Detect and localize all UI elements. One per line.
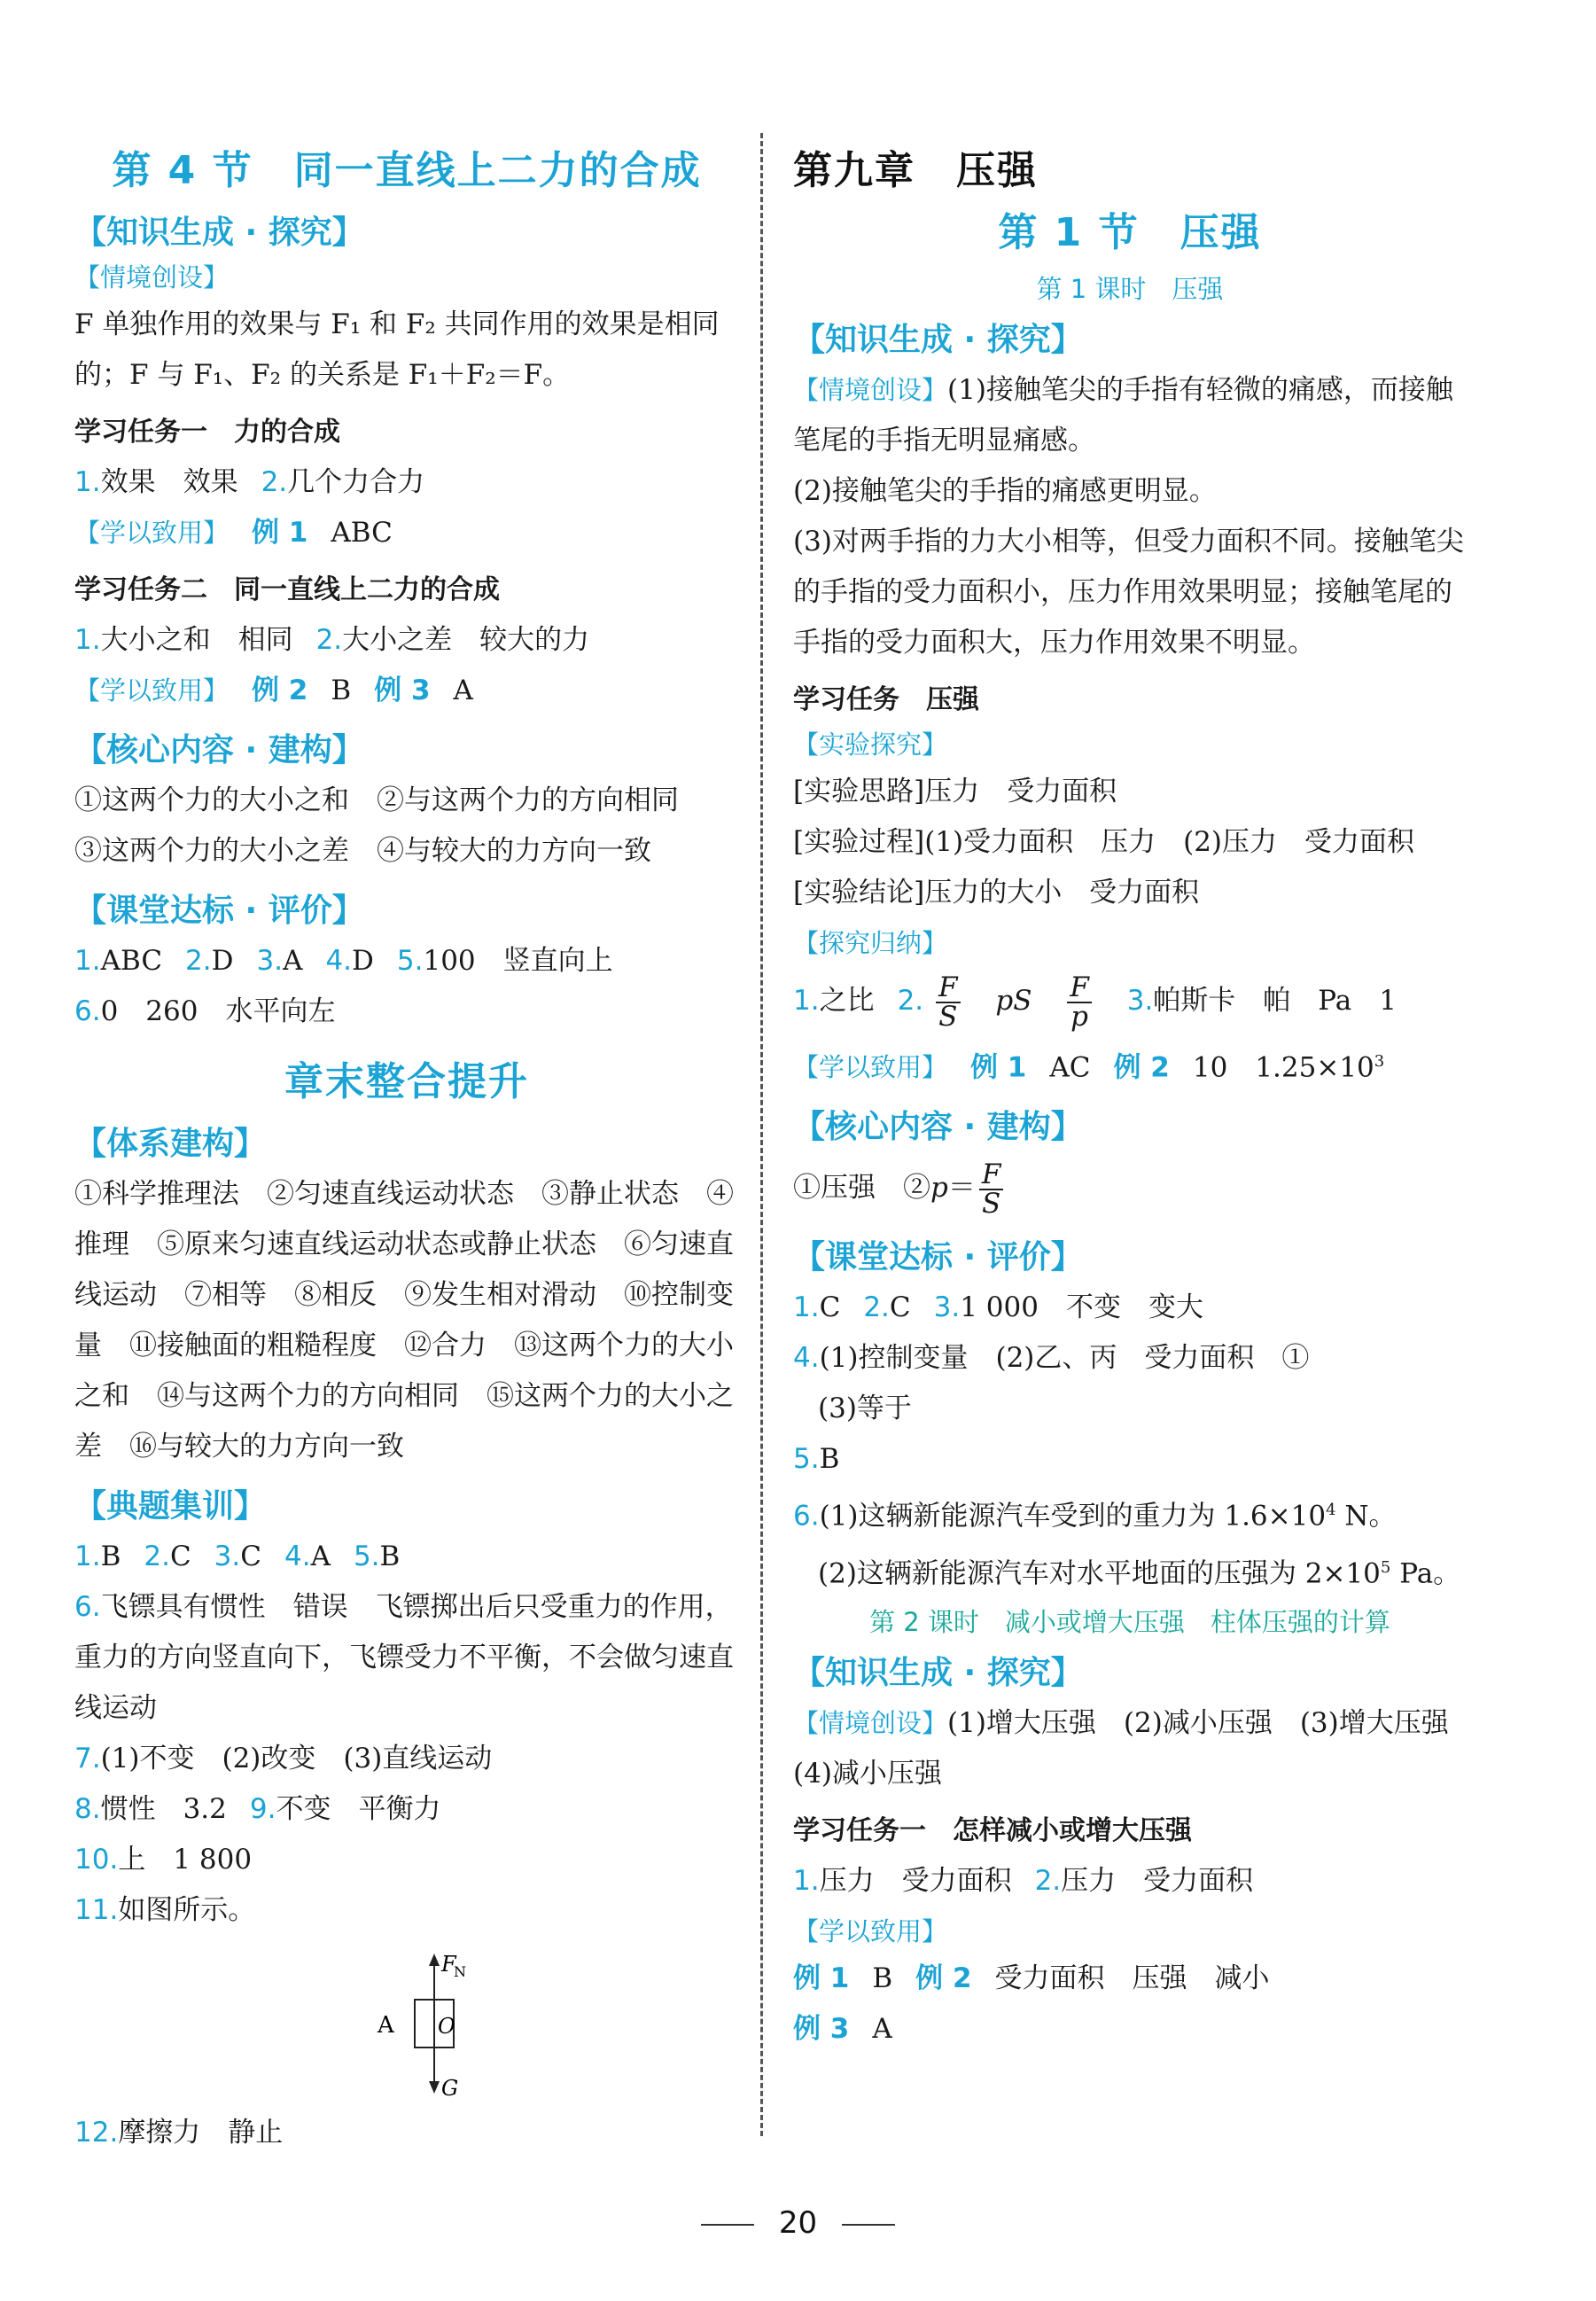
fn-arrowhead <box>429 1954 440 1966</box>
right-column <box>793 133 1476 2055</box>
tag-experiment: 【实验探究】 <box>793 729 948 760</box>
situation-3: (3)对两手指的力大小相等，但受力面积不同。接触笔尖的手指的受力面积小，压力作用效果明显；接触笔尾的手指的受力面积大，压力作用效果不明显。 <box>793 526 1464 659</box>
label-fn: F <box>441 1952 456 1977</box>
section-title: 第 4 节 同一直线上二力的合成 <box>112 148 702 193</box>
typical-7: 7.(1)不变 (2)改变 (3)直线运动 <box>74 1743 493 1774</box>
label-o: O <box>438 2014 455 2039</box>
lesson-2-title: 第 2 课时 减小或增大压强 柱体压强的计算 <box>869 1606 1390 1637</box>
typical-line-1: 1.B 2.C 3.C 4.A 5.B <box>74 1540 401 1572</box>
band-class: 【课堂达标 · 评价】 <box>793 1239 1083 1276</box>
chapter-title: 第九章 压强 <box>793 148 1038 193</box>
task2-heading: 学习任务二 同一直线上二力的合成 <box>74 574 500 605</box>
typical-11: 11.如图所示。 <box>74 1894 256 1926</box>
label-g: G <box>441 2076 459 2099</box>
experiment-conclusion: [实验结论]压力的大小 受力面积 <box>793 877 1200 909</box>
label-fn-sub: N <box>454 1963 466 1980</box>
typical-8-9: 8.惯性 3.2 9.不变 平衡力 <box>74 1793 441 1825</box>
left-column <box>74 133 739 2158</box>
band-core: 【核心内容 · 建构】 <box>74 732 364 768</box>
class-line-6a: 6.(1)这辆新能源汽车受到的重力为 $1.6\times 10^4$ N。 <box>793 1500 1397 1533</box>
label-a: A <box>378 2012 394 2039</box>
situation-2: (2)接触笔尖的手指的痛感更明显。 <box>793 475 1217 507</box>
experiment-process: [实验过程](1)受力面积 压力 (2)压力 受力面积 <box>793 826 1415 858</box>
tag-situation: 【情境创设】 <box>74 262 230 292</box>
band-knowledge-2: 【知识生成 · 探究】 <box>793 1654 1083 1691</box>
typical-6: 6.飞镖具有惯性 错误 飞镖掷出后只受重力的作用，重力的方向竖直向下，飞镖受力不平衡，不会做匀速直线运动 <box>74 1591 734 1724</box>
chapter-review-title: 章末整合提升 <box>284 1059 529 1104</box>
task1-heading: 学习任务一 怎样减小或增大压强 <box>793 1814 1192 1846</box>
class-line-1: 1.C 2.C 3.1 000 不变 变大 <box>793 1291 1203 1324</box>
task2-answers: 1.大小之和 相同 2.大小之差 较大的力 <box>74 624 590 656</box>
typical-10: 10.上 1 800 <box>74 1844 253 1876</box>
typical-12: 12.摩擦力 静止 <box>74 2117 284 2149</box>
page-number-dash-left <box>701 2224 754 2226</box>
page-number-dash-right <box>842 2224 895 2226</box>
class-line-6b: (2)这辆新能源汽车对水平地面的压强为 $2\times 10^5$ Pa。 <box>818 1556 1461 1589</box>
system-text: ①科学推理法 ②匀速直线运动状态 ③静止状态 ④推理 ⑤原来匀速直线运动状态或静止状态 ⑥匀速直线运动 ⑦相等 ⑧相反 ⑨发生相对滑动 ⑩控制变量 ⑪接触面的粗糙程度 ⑫合力 ⑬这两个力的大小之和 ⑭与这两个力的方向相同 ⑮这两个力的大小之差 ⑯与较大的力方向一致 <box>74 1178 734 1462</box>
force-diagram <box>74 1948 739 2099</box>
class-line-1: 1.ABC 2.D 3.A 4.D 5.100 竖直向上 <box>74 945 613 977</box>
apply-1: 【学以致用】 例 1 ABC <box>74 517 393 549</box>
apply-2-line-2: 例 3 A <box>793 2012 892 2045</box>
core-line-1: ①这两个力的大小之和 ②与这两个力的方向相同 <box>74 784 679 816</box>
core-line-2: ③这两个力的大小之差 ④与较大的力方向一致 <box>74 835 651 867</box>
g-arrowhead <box>429 2081 440 2094</box>
situation-text: F 单独作用的效果与 F₁ 和 F₂ 共同作用的效果是相同的；F 与 F₁、F₂ 的关系是 F₁＋F₂＝F。 <box>74 308 720 391</box>
band-knowledge: 【知识生成 · 探究】 <box>793 322 1083 358</box>
task1-heading: 学习任务一 力的合成 <box>74 417 340 448</box>
section-title: 第 1 节 压强 <box>998 210 1262 255</box>
fraction-f-over-p: $\frac{F}{p}$ <box>1067 974 1092 1031</box>
band-knowledge: 【知识生成 · 探究】 <box>74 214 364 251</box>
apply-2-line-1: 例 1 B 例 2 受力面积 压强 减小 <box>793 1962 1270 1994</box>
tag-summary: 【探究归纳】 <box>793 928 948 958</box>
situation-1: 【情境创设】(1)接触笔尖的手指有轻微的痛感，而接触笔尾的手指无明显痛感。 <box>793 374 1453 456</box>
apply-2: 【学以致用】 例 2 B 例 3 A <box>74 675 473 706</box>
force-diagram-svg <box>74 1948 739 2099</box>
summary-line: 1.之比 2. $\frac{F}{S}$ pS $\frac{F}{p}$ 3.帕斯卡 帕 Pa 1 <box>793 971 1397 1033</box>
lesson-1-title: 第 1 课时 压强 <box>1036 274 1224 304</box>
page-number: 20 <box>0 2205 1596 2241</box>
column-divider <box>760 133 763 2136</box>
band-system: 【体系建构】 <box>74 1126 267 1162</box>
task1-answers: 1.效果 效果 2.几个力合力 <box>74 466 425 498</box>
task1-answers: 1.压力 受力面积 2.压力 受力面积 <box>793 1864 1254 1897</box>
class-line-4a: 4.(1)控制变量 (2)乙、丙 受力面积 ① <box>793 1342 1310 1375</box>
class-line-4b: (3)等于 <box>818 1392 912 1425</box>
fraction-f-over-s: $\frac{F}{S}$ <box>936 974 961 1031</box>
task-heading: 学习任务 压强 <box>793 684 979 715</box>
class-line-2: 6.0 260 水平向左 <box>74 995 336 1027</box>
fraction-pressure: $\frac{F}{S}$ <box>979 1161 1004 1218</box>
apply-line: 【学以致用】 例 1 AC 例 2 10 $1.25\times 10^3$ <box>793 1051 1385 1084</box>
band-class: 【课堂达标 · 评价】 <box>74 893 364 929</box>
tag-apply-2: 【学以致用】 <box>793 1915 948 1946</box>
band-typical: 【典题集训】 <box>74 1488 267 1525</box>
class-line-5: 5.B <box>793 1443 840 1476</box>
core-line: ①压强 ②p＝ $\frac{F}{S}$ <box>793 1152 1467 1223</box>
band-core: 【核心内容 · 建构】 <box>793 1109 1083 1146</box>
experiment-idea: [实验思路]压力 受力面积 <box>793 776 1117 807</box>
situation-2-text: 【情境创设】(1)增大压强 (2)减小压强 (3)增大压强 (4)减小压强 <box>793 1706 1476 1790</box>
